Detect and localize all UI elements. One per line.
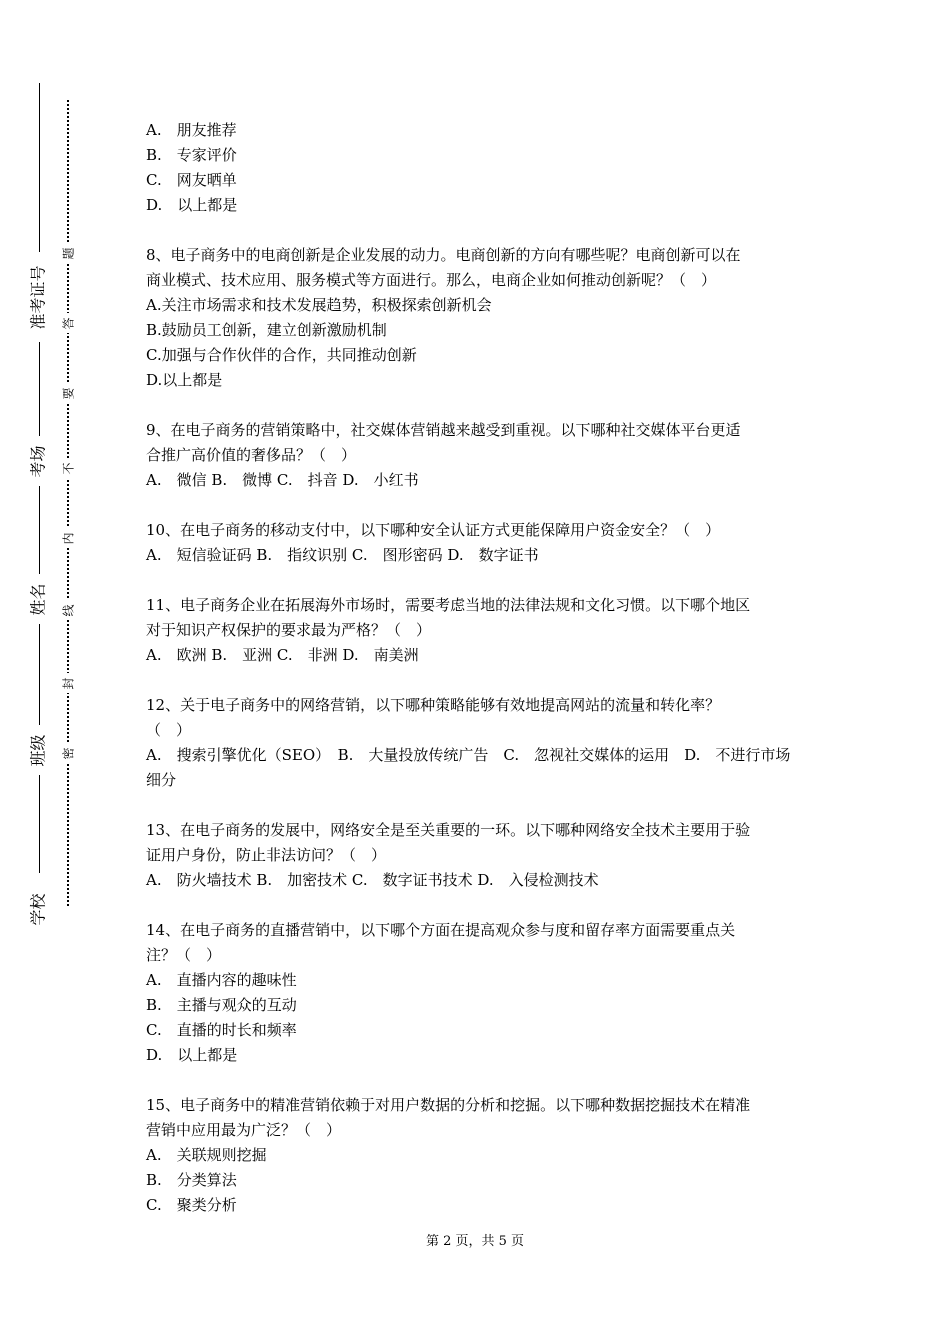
field-label-exam-room: 考场 [22, 436, 52, 486]
blank-line [146, 668, 816, 693]
text-line: （ ） [146, 721, 192, 739]
text-line: A. 直播内容的趣味性 [146, 971, 297, 989]
text-line: A. 欧洲 B. 亚洲 C. 非洲 D. 南美洲 [146, 646, 419, 664]
question-content [146, 118, 816, 1218]
blank-line [146, 393, 816, 418]
text-line: 商业模式、技术应用、服务模式等方面进行。那么，电商企业如何推动创新呢？（ ） [146, 271, 717, 289]
page-footer: 第 2 页，共 5 页 [425, 1234, 525, 1249]
text-line: A.关注市场需求和技术发展趋势，积极探索创新机会 [146, 296, 492, 314]
text-line: 14、在电子商务的直播营销中，以下哪个方面在提高观众参与度和留存率方面需要重点关 [146, 921, 736, 939]
seal-dotted-line [67, 100, 69, 906]
text-line: A. 关联规则挖掘 [146, 1146, 267, 1164]
text-line: 细分 [146, 771, 177, 789]
text-line: 15、电子商务中的精准营销依赖于对用户数据的分析和挖掘。以下哪种数据挖掘技术在精准 [146, 1096, 751, 1114]
field-label-name: 姓名 [22, 574, 52, 624]
text-line: 合推广高价值的奢侈品？（ ） [146, 446, 357, 464]
text-line: D. 以上都是 [146, 196, 238, 214]
seal-char: 题 [58, 243, 78, 263]
text-line: A. 防火墙技术 B. 加密技术 C. 数字证书技术 D. 入侵检测技术 [146, 871, 599, 889]
seal-char: 要 [58, 383, 78, 403]
text-line: 10、在电子商务的移动支付中，以下哪种安全认证方式更能保障用户资金安全？（ ） [146, 521, 721, 539]
blank-line [146, 218, 816, 243]
text-line: A. 短信验证码 B. 指纹识别 C. 图形密码 D. 数字证书 [146, 546, 539, 564]
text-line: 8、电子商务中的电商创新是企业发展的动力。电商创新的方向有哪些呢？电商创新可以在 [146, 246, 741, 264]
text-line: C. 网友晒单 [146, 171, 237, 189]
text-line: 注？（ ） [146, 946, 222, 964]
text-line: 对于知识产权保护的要求最为严格？（ ） [146, 621, 432, 639]
field-label-school: 学校 [22, 884, 52, 934]
blank-line [146, 893, 816, 918]
blank-line [146, 493, 816, 518]
seal-char: 封 [58, 673, 78, 693]
text-line: C. 聚类分析 [146, 1196, 237, 1214]
text-line: 11、电子商务企业在拓展海外市场时，需要考虑当地的法律法规和文化习惯。以下哪个地区 [146, 596, 751, 614]
seal-char: 内 [58, 528, 78, 548]
text-line: 营销中应用最为广泛？（ ） [146, 1121, 342, 1139]
text-line: C.加强与合作伙伴的合作，共同推动创新 [146, 346, 417, 364]
text-line: D. 以上都是 [146, 1046, 238, 1064]
text-line: B. 主播与观众的互动 [146, 996, 297, 1014]
field-label-class: 班级 [22, 725, 52, 775]
text-line: 证用户身份，防止非法访问？（ ） [146, 846, 387, 864]
blank-line [146, 568, 816, 593]
text-line: A. 微信 B. 微博 C. 抖音 D. 小红书 [146, 471, 419, 489]
text-line: D.以上都是 [146, 371, 223, 389]
text-line: A. 朋友推荐 [146, 121, 237, 139]
text-line: 13、在电子商务的发展中，网络安全是至关重要的一环。以下哪种网络安全技术主要用于验 [146, 821, 751, 839]
seal-char: 答 [58, 313, 78, 333]
field-label-exam-id: 准考证号 [22, 252, 52, 342]
seal-char: 不 [58, 458, 78, 478]
text-line: B. 分类算法 [146, 1171, 237, 1189]
text-line: 12、关于电子商务中的网络营销，以下哪种策略能够有效地提高网站的流量和转化率？ [146, 696, 721, 714]
binding-margin [0, 0, 90, 1344]
text-line: A. 搜索引擎优化（SEO） B. 大量投放传统广告 C. 忽视社交媒体的运用 D. 不进行市场 [146, 746, 791, 764]
text-line: B.鼓励员工创新，建立创新激励机制 [146, 321, 387, 339]
text-line: 9、在电子商务的营销策略中，社交媒体营销越来越受到重视。以下哪种社交媒体平台更适 [146, 421, 741, 439]
text-line: B. 专家评价 [146, 146, 237, 164]
blank-line [146, 1068, 816, 1093]
text-line: C. 直播的时长和频率 [146, 1021, 297, 1039]
seal-char: 密 [58, 743, 78, 763]
seal-char: 线 [58, 600, 78, 620]
blank-line [146, 793, 816, 818]
